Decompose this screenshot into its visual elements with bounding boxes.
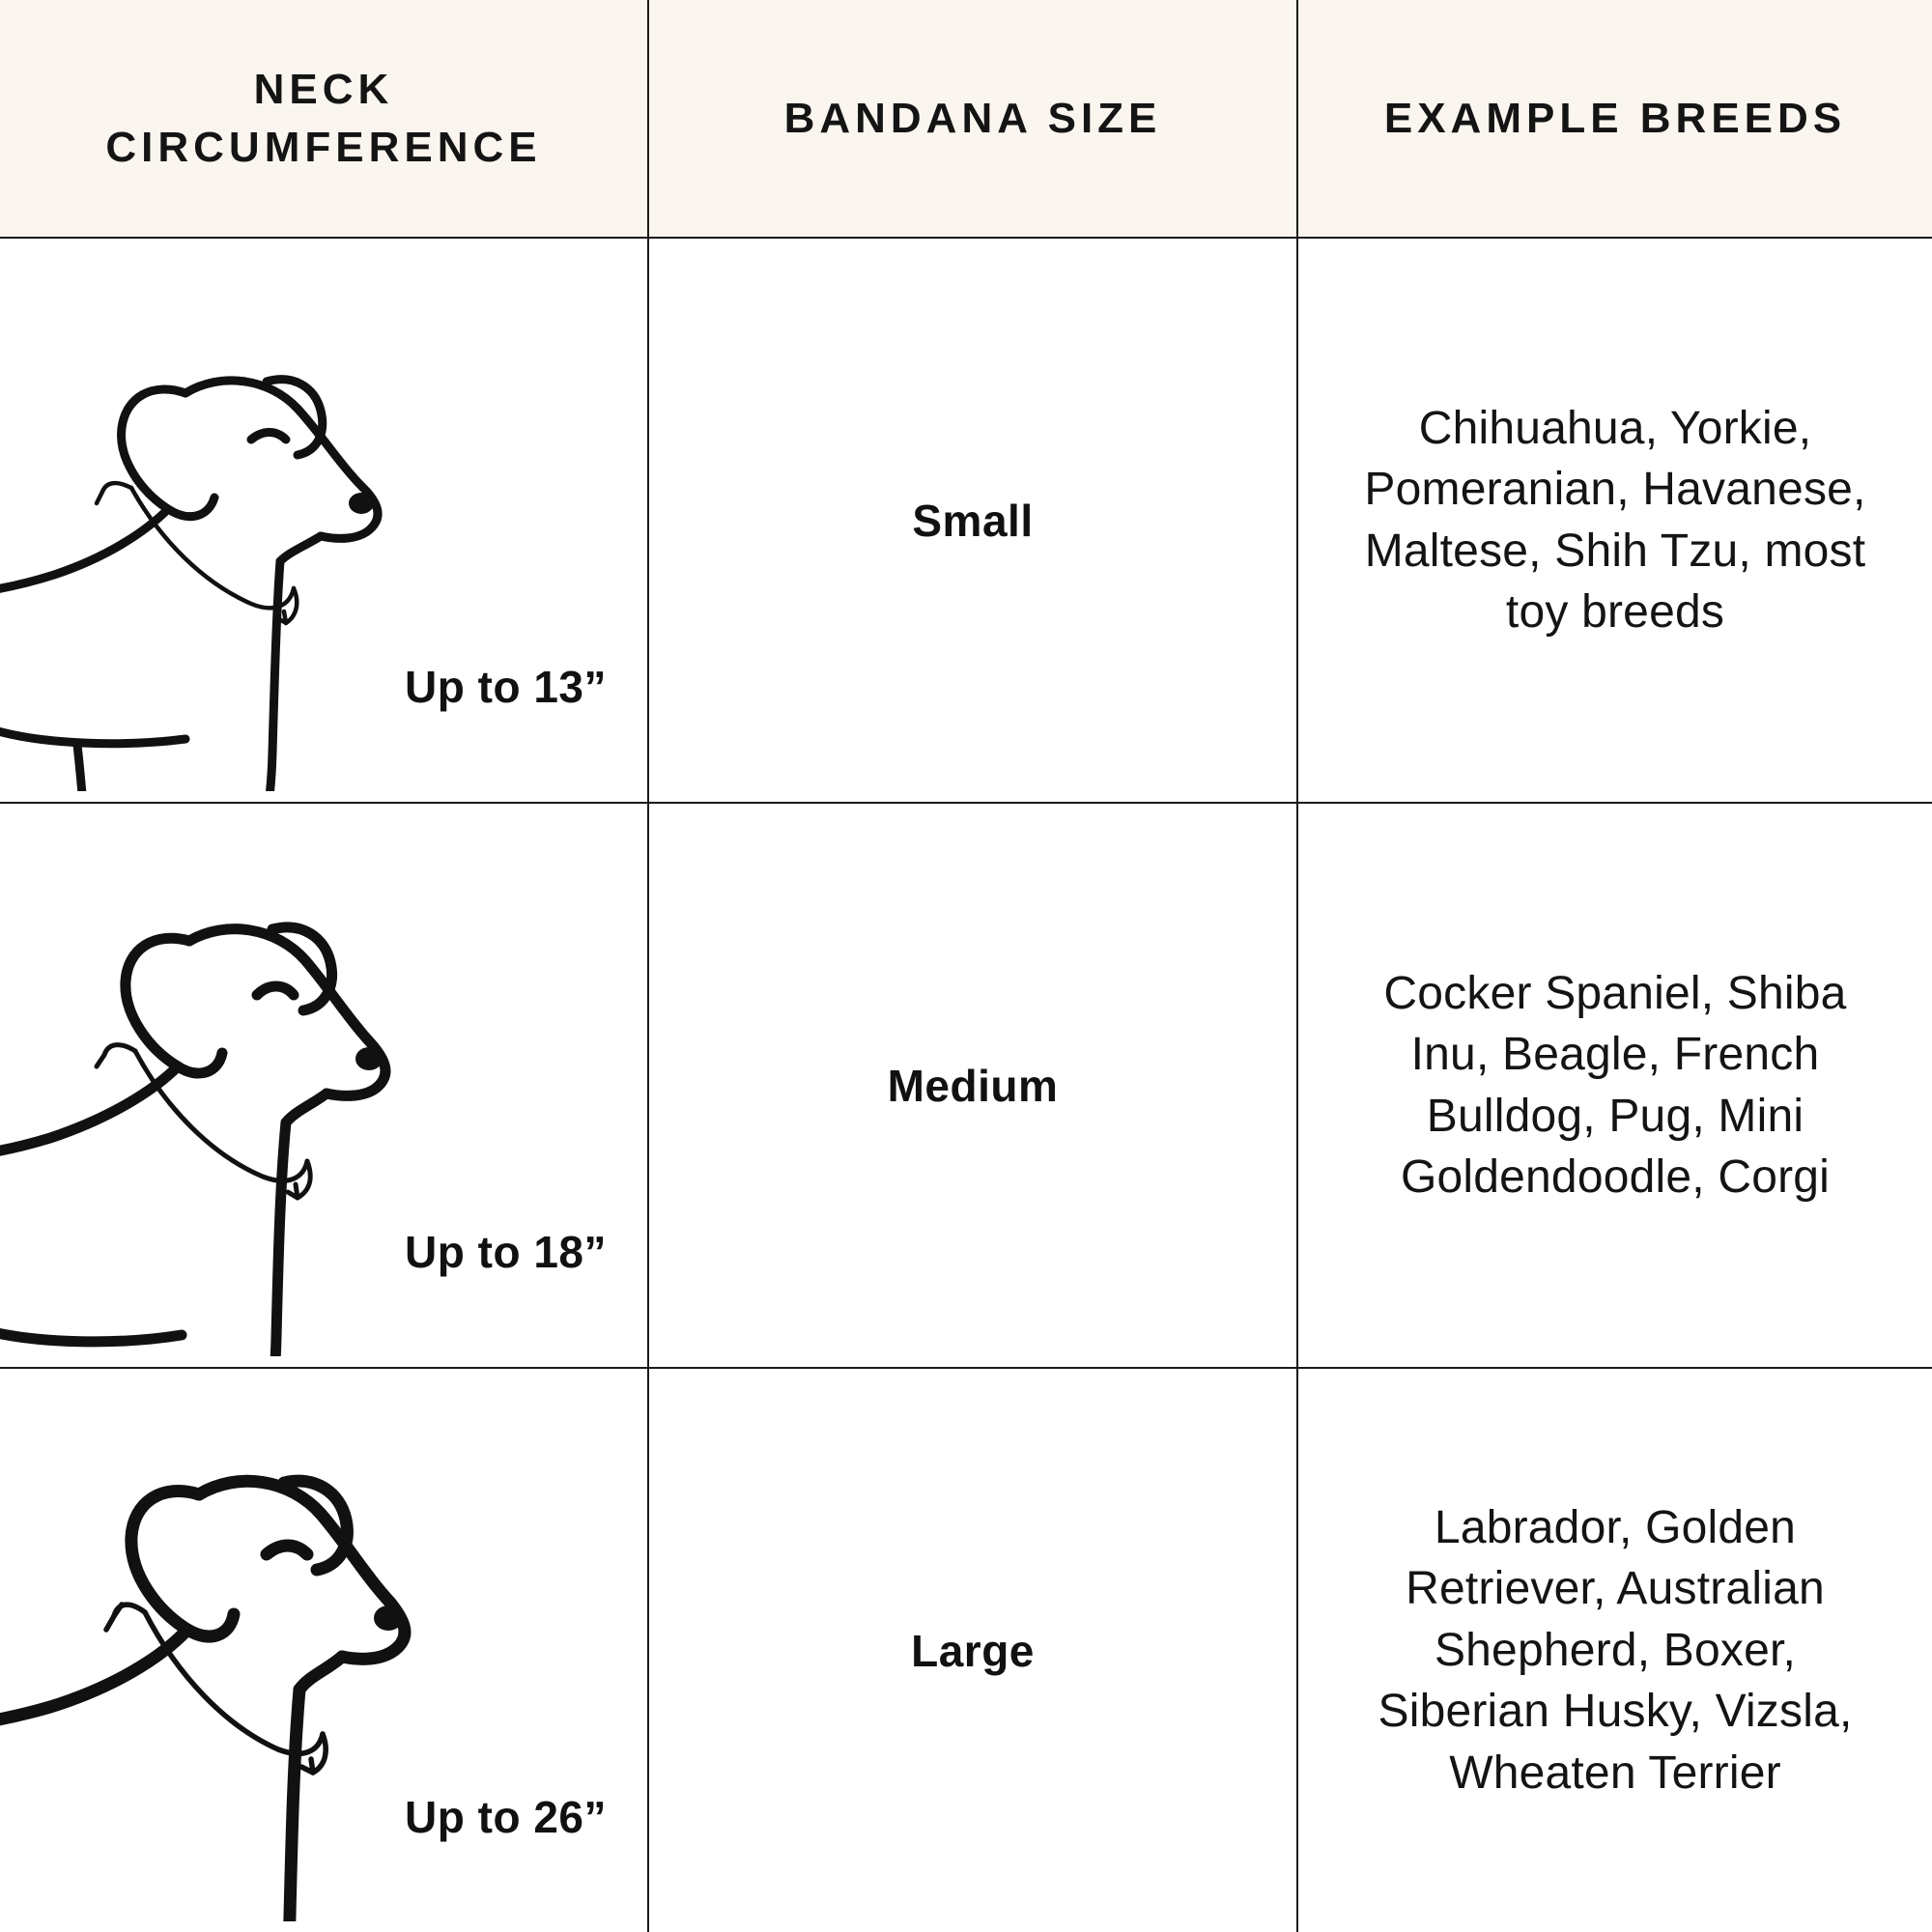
- neck-illustration-cell-medium: [0, 804, 649, 1367]
- header-neck-line-1: NECK: [253, 66, 394, 114]
- breeds-text: Cocker Spaniel, Shiba Inu, Beagle, French Bulldog, Pug, Mini Goldendoodle, Corgi: [1383, 967, 1847, 1203]
- header-neck-line-2: CIRCUMFERENCE: [105, 123, 542, 171]
- neck-measure-label: Up to 18”: [405, 1227, 607, 1277]
- header-neck-circumference: [0, 0, 649, 237]
- neck-measure-label: Up to 13”: [405, 662, 607, 712]
- example-breeds-cell-medium: [1298, 804, 1932, 1367]
- size-label: Medium: [887, 1060, 1059, 1111]
- breeds-text: Chihuahua, Yorkie, Pomeranian, Havanese, Maltese, Shih Tzu, most toy breeds: [1364, 402, 1866, 638]
- neck-illustration-cell-small: [0, 239, 649, 802]
- bandana-size-cell-large: [649, 1369, 1298, 1932]
- bandana-size-cell-small: [649, 239, 1298, 802]
- table-row: [0, 802, 1932, 1367]
- example-breeds-cell-small: [1298, 239, 1932, 802]
- size-label: Small: [912, 495, 1034, 546]
- neck-illustration-cell-large: [0, 1369, 649, 1932]
- breeds-text: Labrador, Golden Retriever, Australian Shepherd, Boxer, Siberian Husky, Vizsla, Wheaten Terrier: [1378, 1502, 1853, 1799]
- table-row: [0, 237, 1932, 802]
- bandana-size-cell-medium: [649, 804, 1298, 1367]
- neck-measure-label: Up to 26”: [405, 1792, 607, 1842]
- table-row: [0, 1367, 1932, 1932]
- header-bandana-size: BANDANA SIZE: [649, 0, 1298, 237]
- size-label: Large: [911, 1625, 1035, 1676]
- table-header-row: [0, 0, 1932, 237]
- example-breeds-cell-large: [1298, 1369, 1932, 1932]
- header-example-breeds: EXAMPLE BREEDS: [1383, 94, 1847, 142]
